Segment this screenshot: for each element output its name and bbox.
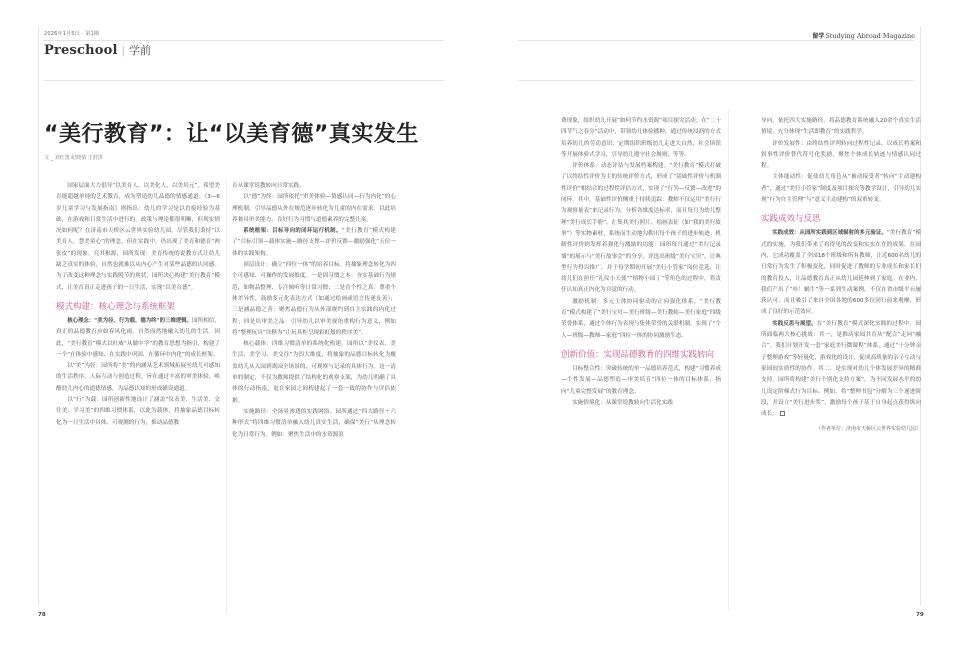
section-header xyxy=(44,42,151,58)
paragraph: 导向，依托四大实施路径，将品德教育系统融入20余个真实生活情境，充分体现“生活即教育”的实践哲学。 xyxy=(761,118,921,136)
column-divider xyxy=(226,180,227,614)
magazine-logo-icon: 留学 xyxy=(812,33,825,40)
paragraph: 主体能动性：促使幼儿角色从“被动接受者”转向“主动建构者”，通过“美行小管家”制度及项目探究等教学设计，引导幼儿实现“行为自主管理”与“意义主动建构”的双重转变。 xyxy=(761,174,921,204)
page-number-right: 79 xyxy=(916,612,924,618)
page-number-left: 78 xyxy=(38,612,46,618)
right-page xyxy=(480,0,960,648)
column-1 xyxy=(56,181,220,429)
paragraph: 核心载体：四维习惯清单的系统化构建。园所以“美仪表、美生活、美学习、美交往”为四大维度，将抽象的品德目标转化为覆盖幼儿从入园到离园全场景的、可观察与记录的具体行为。这一清单的制定，不仅为教师提供了结构化的观察支架，为幼儿明确了具体的行动指南，更在家园之间构建起了一套一致的协作与评估依据。 xyxy=(232,341,396,404)
lead-practice-results: 实践成效：从园所实践到区域辐射的多元验证。 xyxy=(772,230,887,237)
column-3 xyxy=(561,116,721,409)
magazine-name: Studying Abroad Magazine xyxy=(825,31,915,40)
column-2 xyxy=(232,181,396,441)
paragraph: 顶层设计：确立“四位一体”的培养目标。将抽象理念转化为四个可感知、可操作的发展维度。一是固习惯之本：夯实基础行为规范，如物品整理、专注倾听等日常习惯；二是育个性之真：尊重个体差异性，鼓励多元化表达方式（如通过绘画或语言传递友善）；三是涵品德之善：聚焦品德行为从外部规约到自主实践的内化过程；四是培审美之品：引导幼儿以审美视角重构行为意义，例如将“整理玩具”诠释为“让玩具柜呈现彩虹般的秩序美”。 xyxy=(232,262,396,336)
author-affiliation: （作者单位：济南市天桥区云世界实验幼儿园） xyxy=(815,426,921,433)
section-name-en: Preschool xyxy=(44,43,118,58)
paragraph: 以“美”为径：园所将“美”的内涵从艺术领域拓展至幼儿可感知的生活秩序、人际互动与创造过程，旨在通过丰富的审美体验，唤醒幼儿内心的道德情感，为品德认知的形成铺设通道。 xyxy=(56,363,220,392)
paragraph: “美行教育”模式的实施，为我们带来了看得见的改变和实实在在的成果。在园内，它成功覆盖了全园18个班级和所有教师，让近600名幼儿的日常行为发生了积极变化，同时促进了教师的专业成长和家长们的教育投入，让品德教育真正从幼儿园延伸到了家庭。在业内，我们产出了“哇！蜗牛”等一系列生动案例，不仅在省市级平台屡获认可，而且吸引了来自全国各地的600多位同行前来观摩，形成了良好的示范效应。 xyxy=(761,230,921,316)
paragraph: 评价体系：动态评估与发展档案构建。“美行教育”模式打破了以终结性评价为主的传统评价方式，形成了“基础性评价与机制性评价”相结合的过程性评估方式，实现了“行为—反馈—改进”的闭环。其中，基础性评价侧重于持续追踪：教师不仅运用“美行行为观察量表”来记录行为，分析各维度达标率，而且每月为幼儿整理“美行成长手册”，汇集其美行照片、绘画表征（如“我的美行故事”）等实物素材，系统而生动地勾勒出每个孩子的进步轨迹；机制性评价则发挥着强化与激励的功能：园所每月通过“美行记录墙”的展示与“美行故事会”的分享，评选出班级“美行宝贝”，让典型行为得以推广，并于每学期初开展“美行小管家”岗位竞选，让幼儿们在担任“礼仪小天使”“植物小园丁”等角色的过程中，将责任认知真正内化为自觉的行动。 xyxy=(561,163,721,294)
paragraph: 目标整合性：突破传统的单一品德培养范式，构建“习惯养成—个性发展—品德塑造—审美培育”四位一体的目标体系，指向“儿童完整发展”的教育理念。 xyxy=(561,365,721,395)
paragraph: 园所相信，真正的品德教育应如春风化雨，自然而然地融入幼儿的生活。因此，“美行教育”模式以杜威“从做中学”的教育思想为指引，构建了一个“在体验中感知、在实践中巩固、在循环中内化”的成长框架。 xyxy=(56,317,220,358)
subheading-innovation-value: 创新价值：实现品德教育的四维实践转向 xyxy=(561,349,715,360)
header-divider xyxy=(518,80,914,81)
page-margin-line xyxy=(38,26,39,606)
paragraph: 国家层面大力倡导“以美育人、以美化人、以美培元”，希望美育能超越单纯的艺术教育，成为塑造幼儿品德的情感通道。《3—6岁儿童学习与发展指南》则指出：幼儿的学习是以直接经验为基础，在游戏和日常生活中进行的。政策与理论都很明晰，但现实情况如何呢？在济南市天桥区云世界实验幼儿园，尽管我们秉持“以美育人，慧美童心”的理念，但在实践中，仍出现了美育和德育“两张皮”的现象。究其根源，园所发现：美育传统的说教方式让幼儿缺乏真实的体验，自然也就难以从内心产生对某些品德的认同感。为了改变这种理念与实践脱节的现状，园所决心构建“美行教育”模式，让美育真正走进孩子的一日生活，实现“以美育德”。 xyxy=(56,183,220,291)
header-rule xyxy=(518,40,914,41)
header-rule xyxy=(44,40,444,41)
paragraph: “美行教育”模式构建了“目标引领—载体实施—路径支撑—评价反馈—激励强化”五位一体的实践架构。 xyxy=(232,228,396,257)
section-separator: | xyxy=(121,46,126,57)
lead-core-concept: 核心理念：“美为径、行为载、德为终”的三维逻辑。 xyxy=(67,317,193,324)
issue-date: 2026年1月5日 · 第1期 xyxy=(44,31,100,37)
end-mark-icon xyxy=(780,411,785,416)
subheading-practice-results: 实践成效与反思 xyxy=(761,214,821,225)
lead-system-framework: 系统框架：目标导向的闭环运行机制。 xyxy=(243,228,342,235)
article-byline: 文 _ 刘红蕾 纪晓倩 王舒淇 xyxy=(44,155,103,161)
paragraph: 费现象，组织幼儿开展“如何节约水资源”项目探究活动；在“二十四节气之春分”活动中，带领幼儿体验播种，通过传统浸润的方式培养幼儿的劳动意识；定期组织班级幼儿走进大自然、社会场馆等开展体验式学习，引导幼儿遵守社会规则；等等。 xyxy=(561,118,721,158)
column-divider xyxy=(728,110,729,610)
section-name-cn: 学前 xyxy=(129,44,152,57)
column-4 xyxy=(761,116,921,436)
paragraph: 实施情境化：从课堂说教转向生活化实践 xyxy=(572,399,673,406)
paragraph: 以“德”为终：园所依托“审美体验—情感认同—行为内化”的心理机制，引导品德从外在规范逐步转化为儿童的内在需求，以此培养兼具审美能力、良好行为习惯与道德素养的完整儿童。 xyxy=(232,194,396,223)
lead-reflection: 实践反思与展望。 xyxy=(772,320,817,327)
subheading-model-construction: 模式构建：核心理念与系统框架 xyxy=(56,301,176,312)
magazine-masthead xyxy=(812,31,915,40)
article-title: “美行教育”：让“以美育德”真实发生 xyxy=(44,122,419,147)
paragraph: 育从课堂说教转向日常实践。 xyxy=(232,183,305,189)
header-divider xyxy=(44,80,444,81)
paragraph: 实施路径：全场景渗透的实践网络。园所通过“四大路径＋六种形式”将四维习惯清单融入幼儿真实生活，确保“美行”从理念转化为日常行为。例如：聚焦生活中的水资源浪 xyxy=(232,408,396,438)
paragraph: 以“行”为载：园所创新性地设计了涵盖“仪表美、生活美、交往美、学习美”的四维习惯体系，以此为载体，将抽象品德目标转化为一日生活中具体、可观测的行为，推动品德教 xyxy=(56,397,220,426)
paragraph: 激励机制：多元主体协同驱动的正向强化体系。“美行教育”模式构建了“美行宝贝—美行班级—美行教师—美行家庭”四级荣誉体系，通过个体行为表现与集体荣誉的关联机制，实现了“个人—班级—教师—家庭”四位一体的协同激励生态。 xyxy=(561,298,721,339)
paragraph: 在“美行教育”模式深化实践的过程中，园所面临两大核心挑战：其一，是推动家园共育从“配合”走向“融合”。我们计划开发一套“家庭美行微课程”体系，通过“十分钟亲子整理游戏”等轻量化、游戏化的设计，促成高质量的亲子互动与家园间实质性的协作。其二，是实现对幼儿个体发展差异的精准支持。园所将构建“美行个别化支持方案”，为不同发展水平的幼儿设定阶梯式行为目标。例如，将“整理书包”分解为三个递进阶段，并设立“美行进步奖”，激励每个孩子基于自身起点获得纵向成长。 xyxy=(761,320,921,418)
paragraph: 评价发展性：由终结性评判转向过程性记录，以成长档案和叙事性评价替代符号化奖励，聚焦个体成长轨迹与情感认同过程。 xyxy=(761,140,921,170)
